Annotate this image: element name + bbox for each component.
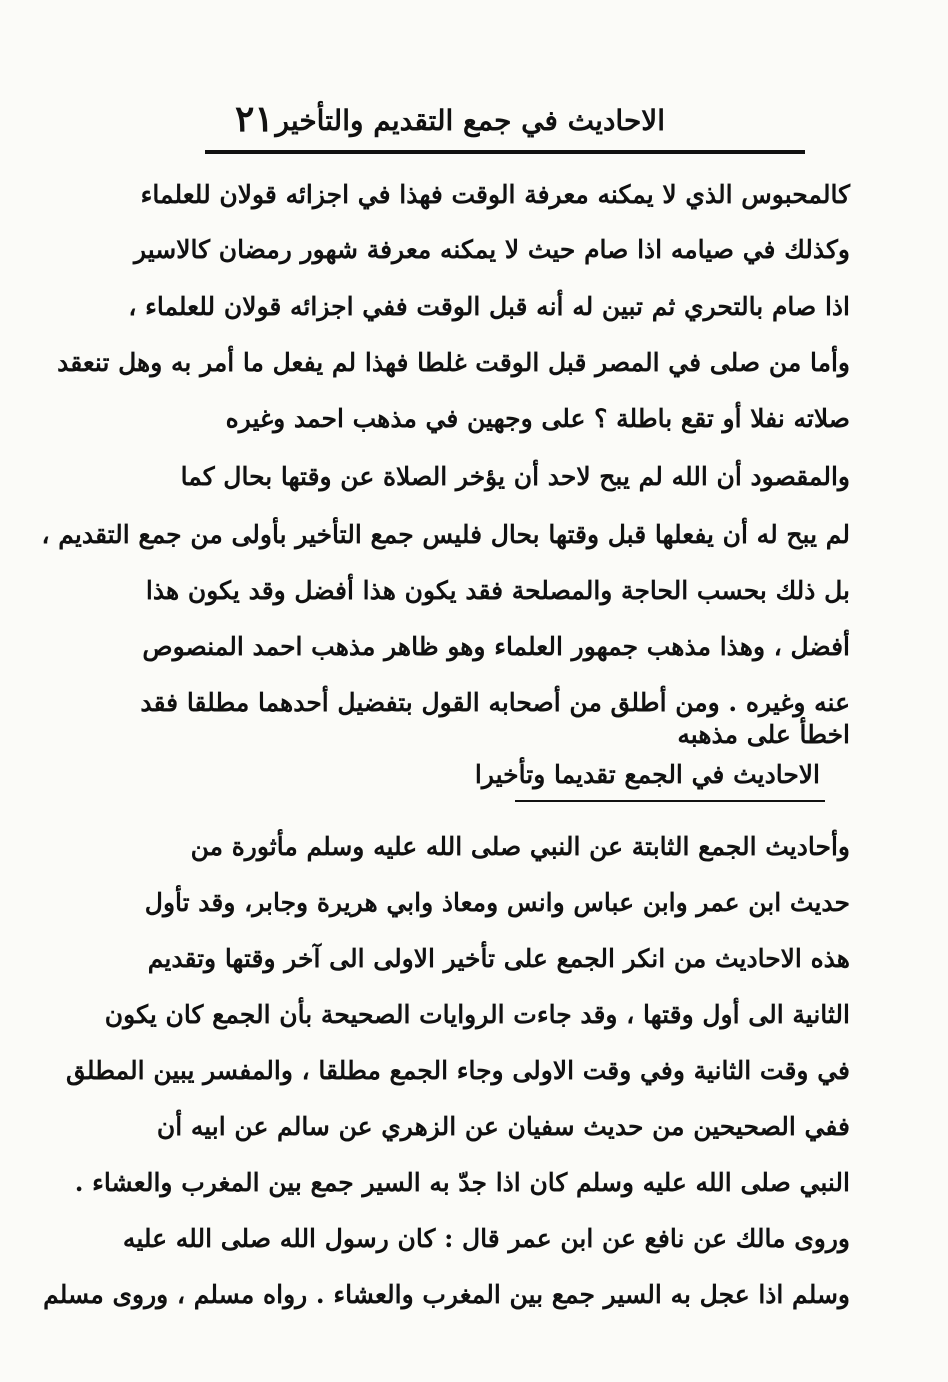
text-line: وأحاديث الجمع الثابتة عن النبي صلى الله عليه وسلم مأثورة من [190, 832, 850, 861]
body-text-top-last [180, 710, 850, 760]
text-line: لم يبح له أن يفعلها قبل وقتها بحال فليس جمع التأخير بأولى من جمع التقديم ، [41, 520, 850, 549]
text-line: بل ذلك بحسب الحاجة والمصلحة فقد يكون هذا أفضل وقد يكون هذا [145, 576, 850, 605]
body-text-bottom [43, 822, 850, 1342]
text-line: وأما من صلى في المصر قبل الوقت غلطا فهذا لم يفعل ما أمر به وهل تنعقد [57, 348, 850, 377]
text-line: الثانية الى أول وقتها ، وقد جاءت الروايات الصحيحة بأن الجمع كان يكون [104, 1000, 850, 1029]
body-text-top [41, 170, 850, 730]
page-header [205, 96, 805, 146]
section-heading: الاحاديث في الجمع تقديما وتأخيرا [474, 760, 820, 789]
text-line: النبي صلى الله عليه وسلم كان اذا جدّ به السير جمع بين المغرب والعشاء . [74, 1168, 850, 1197]
text-line: في وقت الثانية وفي وقت الاولى وجاء الجمع مطلقا ، والمفسر يبين المطلق [65, 1056, 850, 1085]
text-line: اخطأ على مذهبه [677, 720, 850, 749]
text-line: هذه الاحاديث من انكر الجمع على تأخير الاولى الى آخر وقتها وتقديم [147, 944, 850, 973]
section-heading-rule [515, 800, 825, 802]
text-line: وروى مالك عن نافع عن ابن عمر قال : كان رسول الله صلى الله عليه [122, 1224, 850, 1253]
text-line: عنه وغيره . ومن أطلق من أصحابه القول بتفضيل أحدهما مطلقا فقد [140, 688, 850, 717]
text-line: صلاته نفلا أو تقع باطلة ؟ على وجهين في مذهب احمد وغيره [225, 404, 850, 433]
text-line: أفضل ، وهذا مذهب جمهور العلماء وهو ظاهر مذهب احمد المنصوص [142, 632, 850, 661]
running-title: الاحاديث في جمع التقديم والتأخير [275, 104, 665, 137]
page-number: ٢١ [235, 98, 274, 140]
text-line: والمقصود أن الله لم يبح لاحد أن يؤخر الصلاة عن وقتها بحال كما [180, 462, 850, 491]
text-line: ففي الصحيحين من حديث سفيان عن الزهري عن سالم عن ابيه أن [156, 1112, 850, 1141]
text-line: وكذلك في صيامه اذا صام حيث لا يمكنه معرفة شهور رمضان كالاسير [133, 235, 850, 264]
text-line: كالمحبوس الذي لا يمكنه معرفة الوقت فهذا في اجزائه قولان للعلماء [140, 180, 850, 209]
header-rule [205, 150, 805, 154]
text-line: حديث ابن عمر وابن عباس وانس ومعاذ وابي هريرة وجابر، وقد تأول [144, 888, 850, 917]
text-line: وسلم اذا عجل به السير جمع بين المغرب والعشاء . رواه مسلم ، وروى مسلم [43, 1280, 850, 1309]
text-line: اذا صام بالتحري ثم تبين له أنه قبل الوقت ففي اجزائه قولان للعلماء ، [128, 292, 850, 321]
